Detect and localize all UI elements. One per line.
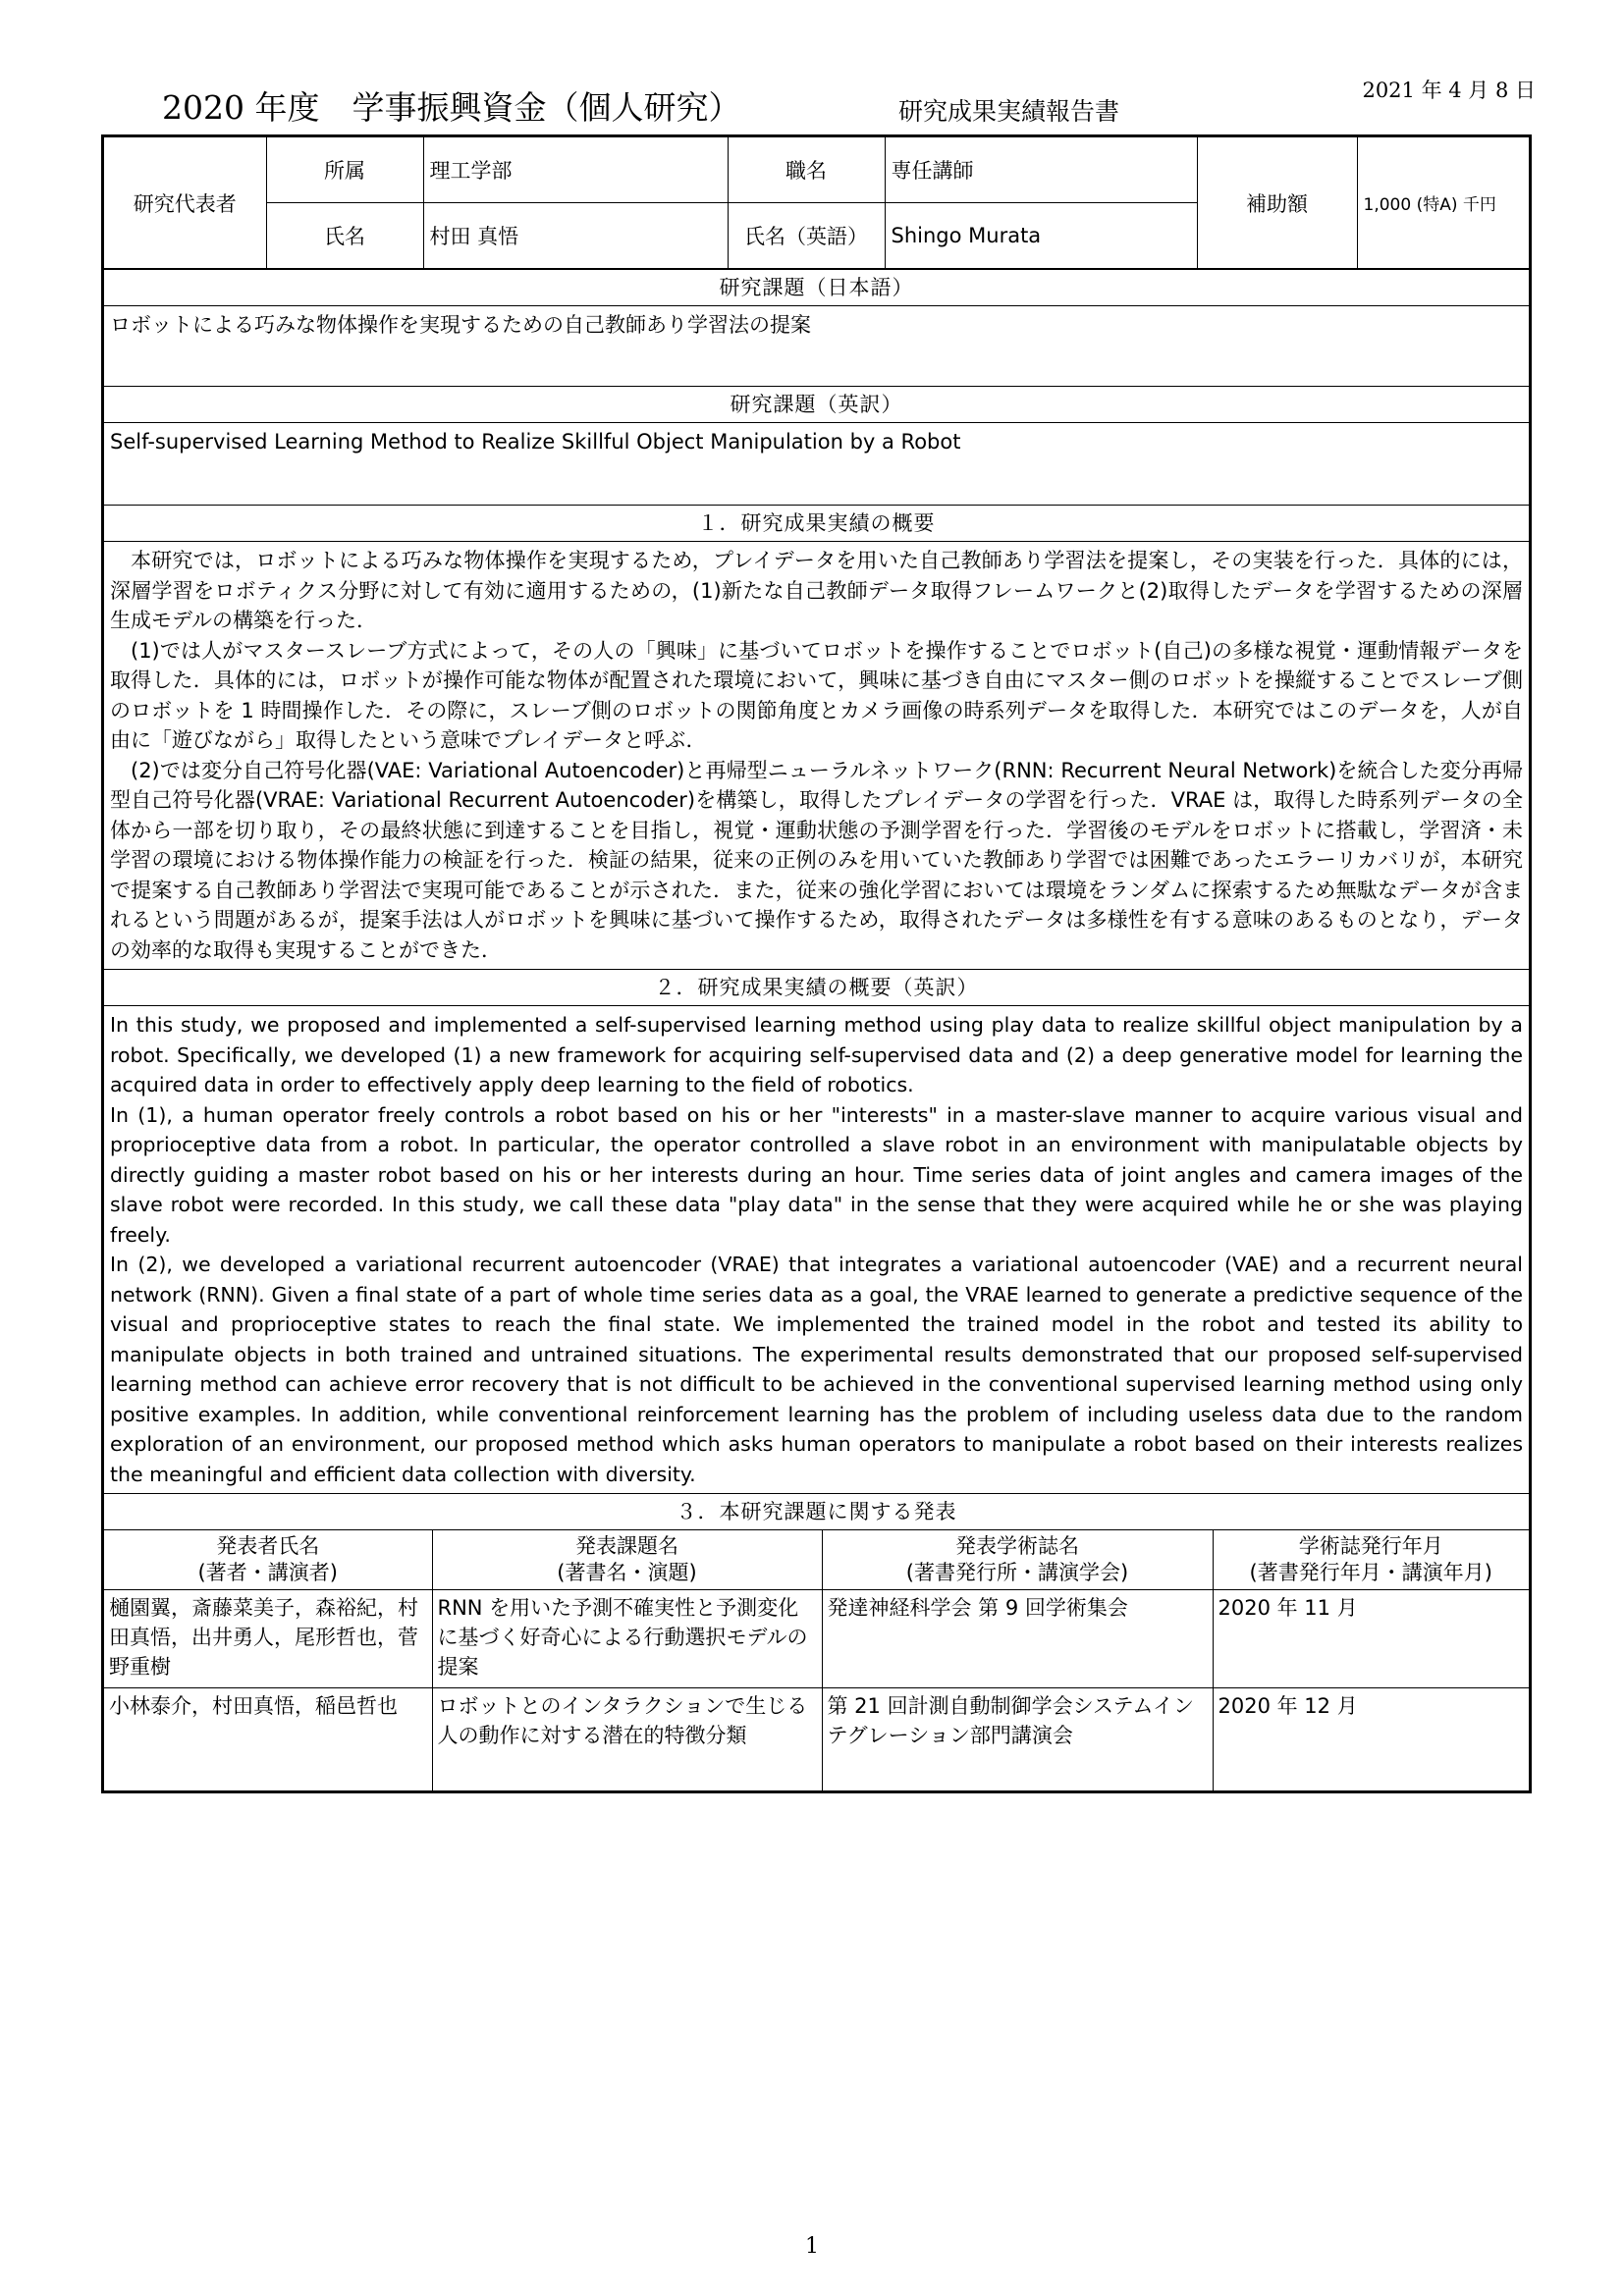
pub-col-title: 発表課題名 (著書名・演題) [432, 1530, 822, 1590]
position-value: 専任講師 [885, 137, 1197, 203]
summary-en-paragraph: In (2), we developed a variational recurrent autoencoder (VRAE) that integrates a variational autoencoder (VAE) and a recurrent neural network (RNN). Given a final state of a part of whole time series data as a goal, the VRAE learned to generate a predictive sequence of the visual and proprioceptive states to reach the final state. We implemented the trained model in the robot and tested its ability to manipulate objects in both trained and untrained situations. The experimental results demonstrated that our proposed self-supervised learning method can achieve error recovery that is not difficult to be achieved in the conventional supervised learning method using only positive examples. In addition, while conventional reinforcement learning has the problem of including useless data due to the random exploration of an environment, our proposed method which asks human operators to manipulate a robot based on their interests realizes the meaningful and efficient data collection with diversity. [110, 1253, 1523, 1486]
summary-en-body [104, 1005, 1529, 1493]
summary-jp-body [104, 541, 1529, 969]
pub-date: 2020 年 11 月 [1213, 1590, 1529, 1688]
pub-venue: 発達神経科学会 第 9 回学術集会 [822, 1590, 1213, 1688]
topic-en-text: Self-supervised Learning Method to Realize Skillful Object Manipulation by a Robot [104, 422, 1529, 505]
topic-en-heading: 研究課題（英訳） [104, 386, 1529, 422]
report-title: 2020 年度 学事振興資金（個人研究） [162, 88, 741, 127]
report-date: 2021 年 4 月 8 日 [1362, 79, 1536, 102]
summary-en-paragraph: In (1), a human operator freely controls a robot based on his or her "interests" in a master-slave manner to acquire various visual and proprioceptive data from a robot. In particular, the operator controlled a slave robot in an environment with manipulatable objects by directly guiding a master robot based on his or her interests during an hour. Time series data of joint angles and camera images of the slave robot were recorded. In this study, we call these data "play data" in the sense that they were acquired while he or she was playing freely. [110, 1102, 1523, 1247]
summary-en-paragraph: In this study, we proposed and implemented a self-supervised learning method using play data to realize skillful object manipulation by a robot. Specifically, we developed (1) a new framework for acquiring self-supervised data and (2) a deep generative model for learning the acquired data in order to effectively apply deep learning to the field of robotics. [110, 1013, 1523, 1096]
topic-jp-text: ロボットによる巧みな物体操作を実現するための自己教師あり学習法の提案 [104, 305, 1529, 386]
report-form [101, 134, 1532, 1793]
pub-title: ロボットとのインタラクションで生じる人の動作に対する潜在的特徴分類 [432, 1688, 822, 1790]
page-number: 1 [805, 2234, 819, 2259]
topic-jp-heading: 研究課題（日本語） [104, 269, 1529, 305]
name-label: 氏名 [266, 203, 423, 269]
representative-label: 研究代表者 [104, 137, 266, 269]
publications-heading: ３．本研究課題に関する発表 [104, 1493, 1529, 1529]
name-en-label: 氏名（英語） [728, 203, 885, 269]
report-subtitle: 研究成果実績報告書 [898, 97, 1120, 126]
publications-table [104, 1530, 1529, 1790]
summary-jp-paragraph: (1)では人がマスタースレーブ方式によって，その人の「興味」に基づいてロボットを操作することでロボット(自己)の多様な視覚・運動情報データを取得した．具体的には，ロボットが操作可能な物体が配置された環境において，興味に基づき自由にマスター側のロボットを操縦することでスレーブ側のロボットを 1 時間操作した．その際に，スレーブ側のロボットの関節角度とカメラ画像の時系列データを取得した．本研究ではこのデータを，人が自由に「遊びながら」取得したという意味でプレイデータと呼ぶ． [110, 638, 1523, 752]
pub-col-authors: 発表者氏名 (著者・講演者) [104, 1530, 432, 1590]
table-row [104, 1688, 1529, 1790]
affiliation-value: 理工学部 [423, 137, 728, 203]
summary-jp-paragraph: (2)では変分自己符号化器(VAE: Variational Autoencoder)と再帰型ニューラルネットワーク(RNN: Recurrent Neural Network)を統合した変分再帰型自己符号化器(VRAE: Variational Recurrent Autoencoder)を構築し，取得したプレイデータの学習を行った．VRAE は，取得した時系列データの全体から一部を切り取り，その最終状態に到達することを目指し，視覚・運動状態の予測学習を行った．学習後のモデルをロボットに搭載し，学習済・未学習の環境における物体操作能力の検証を行った．検証の結果，従来の正例のみを用いていた教師あり学習では困難であったエラーリカバリが，本研究で提案する自己教師あり学習法で実現可能であることが示された．また，従来の強化学習においては環境をランダムに探索するため無駄なデータが含まれるという問題があるが，提案手法は人がロボットを興味に基づいて操作するため，取得されたデータは多様性を有する意味のあるものとなり，データの効率的な取得も実現することができた． [110, 758, 1523, 962]
summary-jp-paragraph: 本研究では，ロボットによる巧みな物体操作を実現するため，プレイデータを用いた自己教師あり学習法を提案し，その実装を行った．具体的には，深層学習をロボティクス分野に対して有効に適用するための，(1)新たな自己教師データ取得フレームワークと(2)取得したデータを学習するための深層生成モデルの構築を行った． [110, 549, 1523, 632]
grant-value: 1,000 (特A) 千円 [1357, 137, 1529, 269]
pub-venue: 第 21 回計測自動制御学会システムインテグレーション部門講演会 [822, 1688, 1213, 1790]
pub-authors: 小林泰介，村田真悟，稲邑哲也 [104, 1688, 432, 1790]
position-label: 職名 [728, 137, 885, 203]
pub-date: 2020 年 12 月 [1213, 1688, 1529, 1790]
name-value: 村田 真悟 [423, 203, 728, 269]
pub-col-venue: 発表学術誌名 (著書発行所・講演学会) [822, 1530, 1213, 1590]
table-row [104, 1590, 1529, 1688]
grant-label: 補助額 [1197, 137, 1357, 269]
summary-jp-heading: １．研究成果実績の概要 [104, 505, 1529, 541]
researcher-info-table [104, 137, 1529, 269]
pub-title: RNN を用いた予測不確実性と予測変化に基づく好奇心による行動選択モデルの提案 [432, 1590, 822, 1688]
name-en-value: Shingo Murata [885, 203, 1197, 269]
pub-authors: 樋園翼，斎藤菜美子，森裕紀，村田真悟，出井勇人，尾形哲也，菅野重樹 [104, 1590, 432, 1688]
pub-col-date: 学術誌発行年月 (著書発行年月・講演年月) [1213, 1530, 1529, 1590]
summary-en-heading: ２．研究成果実績の概要（英訳） [104, 969, 1529, 1005]
affiliation-label: 所属 [266, 137, 423, 203]
